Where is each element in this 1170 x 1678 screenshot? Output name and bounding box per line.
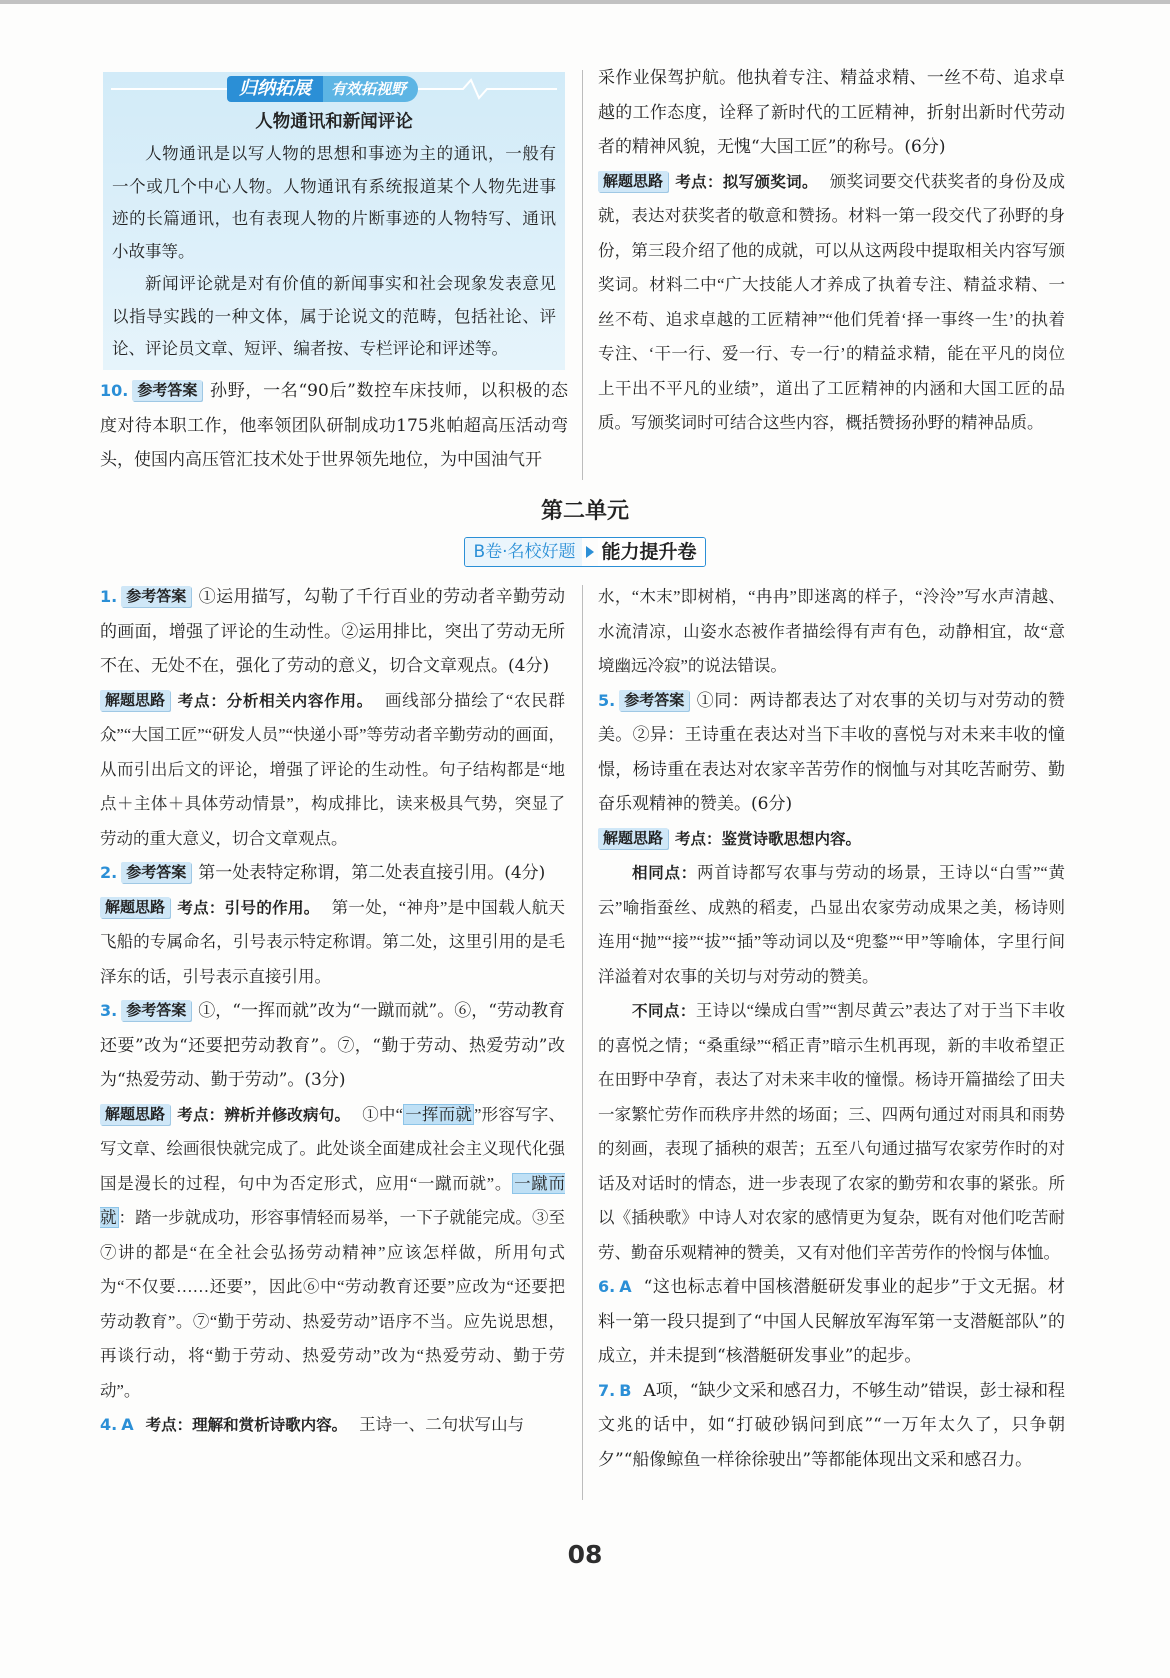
expand-paragraph: 新闻评论就是对有价值的新闻事实和社会现象发表意见以指导实践的一种文体，属于论说文的范畴，包括社论、评论、评论员文章、短评、编者按、专栏评论和评述等。: [112, 274, 556, 358]
page-number: 08: [567, 1540, 603, 1569]
badge-sub: 有效拓视野: [323, 76, 418, 102]
explain-text: ①中“: [362, 1104, 403, 1124]
answer-tag: 参考答案: [121, 862, 191, 883]
explain-text: 王诗一、二句状写山与: [359, 1415, 525, 1434]
q10-answer-continued: 采作业保驾护航。他执着专注、精益求精、一丝不苟、追求卓越的工作态度，诠释了新时代的工匠精神，折射出新时代劳动者的精神风貌，无愧“大国工匠”的称号。(6分): [598, 68, 1065, 157]
exam-point: 考点：引号的作用。: [177, 898, 320, 917]
answer-tag: 参考答案: [132, 380, 202, 401]
explain-text: ”形容写字、写文章、绘画很快就完成了。此处谈全面建成社会主义现代化强国是漫长的过程，句中为否定形式，应用“一蹴而就”。: [100, 1104, 566, 1193]
explain-text: 画线部分描绘了“农民群众”“大国工匠”“研发人员”“快递小哥”等劳动者辛勤劳动的画面，从而引出后文的评论，增强了评论的生动性。句子结构都是“地点＋主体＋具体劳动情景”，构成排比，读来极具气势，突显了劳动的重大意义，切合文章观点。: [100, 690, 565, 848]
answer-text: ①，“一挥而就”改为“一蹴而就”。⑥，“劳动教育还要”改为“还要把劳动教育”。⑦，“勤于劳动、热爱劳动”改为“热爱劳动、勤于劳动”。(3分): [100, 1001, 565, 1090]
q5-diff-points: [598, 994, 1065, 1270]
q10-answer: [100, 374, 568, 478]
exam-point: 考点：分析相关内容作用。: [177, 691, 373, 710]
answer-tag: 参考答案: [619, 690, 689, 711]
paper-label: [464, 537, 705, 567]
expand-box: [103, 72, 565, 370]
paper-label-wrap: [0, 537, 1170, 567]
explain-text: 两首诗都写农事与劳动的场景，王诗以“白雪”“黄云”喻指蚕丝、成熟的稻麦，凸显出农家劳动成果之美，杨诗则连用“抛”“接”“拔”“插”等动词以及“兜鍪”“甲”等喻体，字里行间洋溢着对农事的关切与对劳动的赞美。: [598, 863, 1065, 986]
q4-answer: [100, 1408, 565, 1443]
answer-text: 第一处表特定称谓，第二处表直接引用。(4分): [198, 863, 546, 883]
exam-point: 考点：理解和赏析诗歌内容。: [145, 1416, 348, 1434]
diff-label: 不同点：: [632, 1002, 696, 1020]
question-number: 4.: [100, 1415, 118, 1434]
top-right-column: [598, 61, 1065, 441]
top-left-column: [100, 72, 568, 478]
q5-answer: [598, 684, 1065, 822]
explain-tag: 解题思路: [100, 690, 170, 711]
answer-tag: 参考答案: [121, 586, 191, 607]
column-divider-bottom: [582, 585, 583, 1500]
explain-tag: 解题思路: [100, 897, 170, 918]
expand-box-title: 人物通讯和新闻评论: [255, 112, 413, 132]
question-number: 3.: [100, 1001, 118, 1020]
q5-same-points: [598, 856, 1065, 994]
explain-tag: 解题思路: [598, 828, 668, 849]
bottom-right-column: [598, 580, 1065, 1477]
question-number: 6.: [598, 1277, 616, 1296]
q10-explanation: [598, 165, 1065, 441]
answer-choice: B: [619, 1380, 632, 1400]
explain-tag: 解题思路: [100, 1104, 170, 1125]
answer-text: ①同：两诗都表达了对农事的关切与对劳动的赞美。②异：王诗重在表达对当下丰收的喜悦与对未来丰收的憧憬，杨诗重在表达对农家辛苦劳作的悯恤与对其吃苦耐劳、勤奋乐观精神的赞美。(6分): [598, 690, 1065, 814]
paper-label-right: 能力提升卷: [598, 538, 705, 566]
answer-text: 孙野，一名“90后”数控车床技师，以积极的态度对待本职工作，他率领团队研制成功175兆帕超高压活动弯头，使国内高压管汇技术处于世界领先地位，为中国油气开: [100, 381, 568, 470]
explain-text: 颁奖词要交代获奖者的身份及成就，表达对获奖者的敬意和赞扬。材料一第一段交代了孙野的身份，第三段介绍了他的成就，可以从这两段中提取相关内容写颁奖词。材料二中“广大技能人才养成了执着专注、精益求精、一丝不苟、追求卓越的工匠精神”“他们凭着‘择一事终一生’的执着专注、‘干一行、爱一行、专一行’的精益求精，能在平凡的岗位上干出不平凡的业绩”，道出了工匠精神的内涵和大国工匠的品质。写颁奖词时可结合这些内容，概括赞扬孙野的精神品质。: [598, 171, 1065, 432]
highlighted-term: 一蹴而就: [100, 1173, 565, 1227]
triangle-right-icon: [586, 546, 594, 558]
q3-answer: [100, 994, 565, 1098]
explain-tag: 解题思路: [598, 171, 668, 192]
exam-point: 考点：拟写颁奖词。: [675, 172, 818, 191]
q2-explanation: [100, 891, 565, 995]
question-number: 5.: [598, 690, 616, 710]
badge-main: 归纳拓展: [227, 76, 323, 102]
q3-explanation: [100, 1098, 565, 1409]
paper-label-left: B卷·名校好题: [465, 538, 581, 566]
column-divider-top: [582, 70, 583, 480]
question-number: 7.: [598, 1380, 616, 1400]
highlighted-term: 一挥而就: [404, 1104, 473, 1124]
answer-text: A项，“缺少文采和感召力，不够生动”错误，彭士禄和程文兆的话中，如“打破砂锅问到底”“一万年太久了，只争朝夕”“船像鲸鱼一样徐徐驶出”等都能体现出文采和感召力。: [598, 1380, 1065, 1470]
unit-title: 第二单元: [540, 499, 629, 524]
question-number: 1.: [100, 587, 118, 606]
explain-text: ：踏一步就成功，形容事情轻而易举，一下子就能完成。③至⑦讲的都是“在全社会弘扬劳动精神”应该怎样做，所用句式为“不仅要……还要”，因此⑥中“劳动教育还要”应改为“还要把劳动教育”。⑦“勤于劳动、热爱劳动”语序不当。应先说思想，再谈行动，将“勤于劳动、热爱劳动”改为“热爱劳动、勤于劳动”。: [100, 1208, 566, 1400]
expand-box-body: [103, 138, 565, 366]
q6-answer: [598, 1270, 1065, 1374]
same-label: 相同点：: [632, 864, 698, 882]
explain-text: 第一处，“神舟”是中国载人航天飞船的专属命名，引号表示特定称谓。第二处，这里引用的是毛泽东的话，引号表示直接引用。: [100, 897, 565, 986]
answer-text: ①运用描写，勾勒了千行百业的劳动者辛勤劳动的画面，增强了评论的生动性。②运用排比，突出了劳动无所不在、无处不在，强化了劳动的意义，切合文章观点。(4分): [100, 587, 565, 676]
expand-badge: [227, 76, 418, 102]
answer-choice: A: [619, 1277, 632, 1296]
answer-choice: A: [121, 1415, 134, 1434]
q1-explanation: [100, 684, 565, 857]
q5-explanation-head: [598, 822, 1065, 857]
exam-point: 考点：鉴赏诗歌思想内容。: [675, 829, 862, 848]
q2-answer: [100, 856, 565, 891]
exam-point: 考点：辨析并修改病句。: [177, 1105, 351, 1124]
expand-paragraph: 人物通讯是以写人物的思想和事迹为主的通讯，一般有一个或几个中心人物。人物通讯有系统报道某个人物先进事迹的长篇通讯，也有表现人物的片断事迹的人物特写、通讯小故事等。: [112, 144, 556, 261]
answer-tag: 参考答案: [121, 1000, 191, 1021]
scan-edge: [0, 0, 1170, 4]
q7-answer: [598, 1374, 1065, 1478]
answer-text: “这也标志着中国核潜艇研发事业的起步”于文无据。材料一第一段只提到了“中国人民解放军海军第一支潜艇部队”的成立，并未提到“核潜艇研发事业”的起步。: [598, 1277, 1065, 1366]
question-number: 2.: [100, 863, 118, 882]
expand-box-header: [103, 72, 565, 106]
bottom-left-column: [100, 580, 565, 1443]
explain-text: 王诗以“缲成白雪”“割尽黄云”表达了对于当下丰收的喜悦之情；“桑重绿”“稻正青”暗示生机再现，新的丰收希望正在田野中孕育，表达了对未来丰收的憧憬。杨诗开篇描绘了田夫一家繁忙劳作而秩序井然的场面；三、四两句通过对雨具和雨势的刻画，表现了插秧的艰苦；五至八句通过描写农家劳作时的对话及对话时的情态，进一步表现了农家的勤劳和农事的紧张。所以《插秧歌》中诗人对农家的感情更为复杂，既有对他们吃苦耐劳、勤奋乐观精神的赞美，又有对他们辛苦劳作的怜悯与体恤。: [598, 1001, 1065, 1262]
q1-answer: [100, 580, 565, 684]
q4-explanation-continued: 水，“木末”即树梢，“冉冉”即迷离的样子，“泠泠”写水声清越、水流清凉，山姿水态被作者描绘得有声有色，动静相宜，故“意境幽远冷寂”的说法错误。: [598, 587, 1065, 675]
question-number: 10.: [100, 381, 129, 400]
